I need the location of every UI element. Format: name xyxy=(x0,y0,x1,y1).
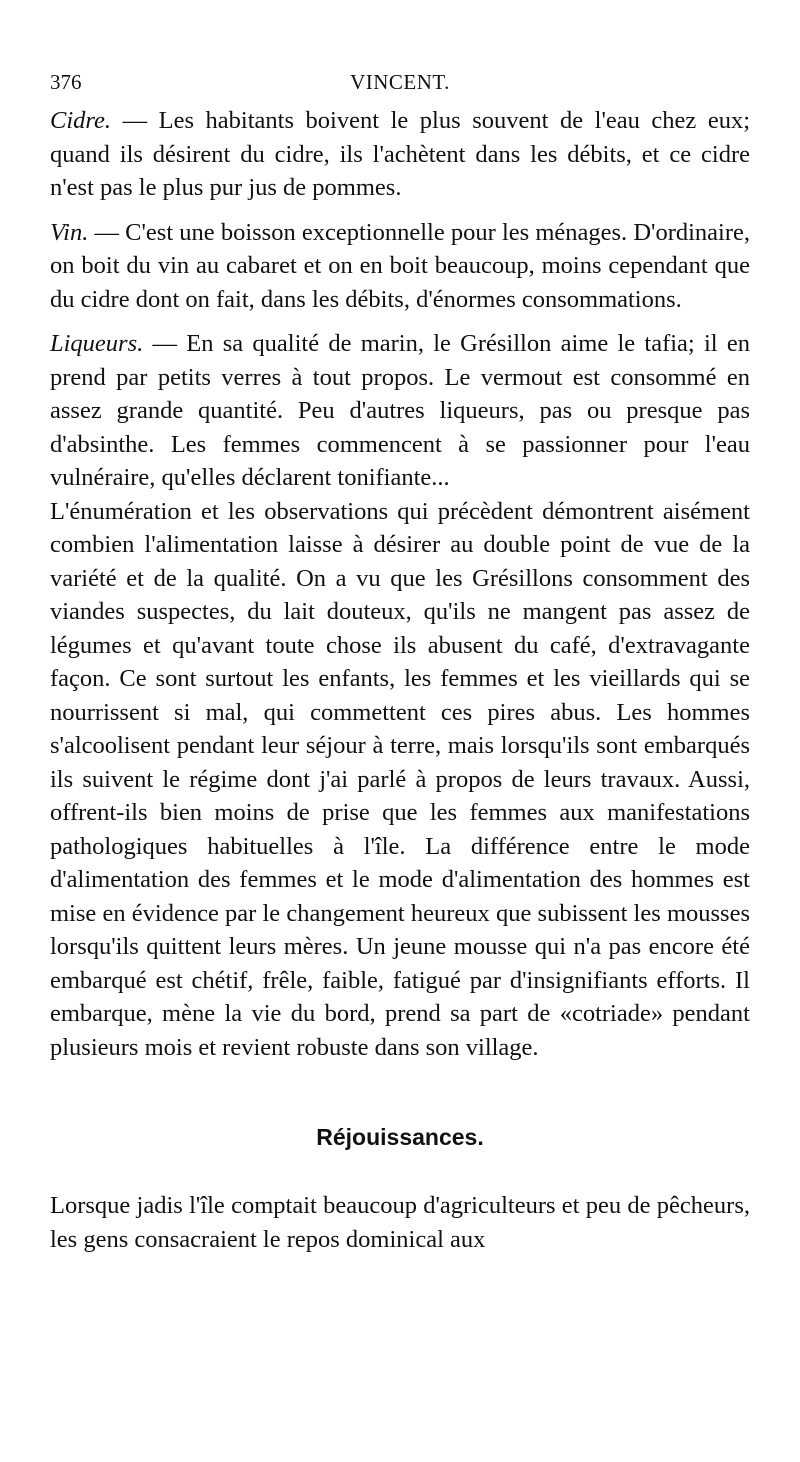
paragraph-cidre xyxy=(50,104,750,205)
page-number: 376 xyxy=(50,70,82,94)
paragraph-lead: Cidre. xyxy=(50,107,112,134)
paragraph-lead: Liqueurs. xyxy=(50,330,144,357)
paragraph-liqueurs xyxy=(50,327,750,495)
paragraph-body: — C'est une boisson exceptionnelle pour les ménages. D'ordinaire, on boit du vin au cabaret et on en boit beaucoup, moins cependant que du cidre dont on fait, dans les débits, d'énormes consommations. xyxy=(50,218,750,313)
paragraph-enumeration: L'énumération et les observations qui précèdent démontrent aisément combien l'alimentation laisse à désirer au double point de vue de la variété et de la qualité. On a vu que les Grésillons consomment des viandes suspectes, du lait douteux, qu'ils ne mangent pas assez de légumes et qu'avant toute chose ils abusent du café, d'extravagante façon. Ce sont surtout les enfants, les femmes et les vieillards qui se nourrissent si mal, qui commettent ces pires abus. Les hommes s'alcoolisent pendant leur séjour à terre, mais lorsqu'ils sont embarqués ils suivent le régime dont j'ai parlé à propos de leurs travaux. Aussi, offrent-ils bien moins de prise que les femmes aux manifestations pathologiques habituelles à l'île. La différence entre le mode d'alimentation des femmes et le mode d'alimentation des hommes est mise en évidence par le changement heureux que subissent les mousses lorsqu'ils quittent leurs mères. Un jeune mousse qui n'a pas encore été embarqué est chétif, frêle, faible, fatigué par d'insignifiants efforts. Il embarque, mène la vie du bord, prend sa part de «cotriade» pendant plusieurs mois et revient robuste dans son village. xyxy=(50,497,750,1061)
body-text xyxy=(50,104,750,1256)
paragraph-lead: Vin. xyxy=(50,218,89,246)
running-title: VINCENT. xyxy=(350,70,450,94)
paragraph-body: — Les habitants boivent le plus souvent de l'eau chez eux; quand ils désirent du cidre, ils l'achètent dans les débits, et ce cidre n'est pas le plus pur jus de pommes. xyxy=(50,107,750,201)
section-heading: Réjouissances. xyxy=(316,1124,484,1150)
paragraph-body: — En sa qualité de marin, le Grésillon aime le tafia; il en prend par petits verres à tout propos. Le vermout est consommé en assez grande quantité. Peu d'autres liqueurs, pas ou presque pas d'absinthe. Les femmes commencent à se passionner pour l'eau vulnéraire, qu'elles déclarent tonifiante... xyxy=(50,330,750,491)
paragraph-vin xyxy=(50,216,750,317)
paragraph-rejouissances: Lorsque jadis l'île comptait beaucoup d'agriculteurs et peu de pêcheurs, les gens consacraient le repos dominical aux xyxy=(50,1192,750,1253)
page-header xyxy=(50,58,750,104)
book-page xyxy=(50,58,750,1256)
